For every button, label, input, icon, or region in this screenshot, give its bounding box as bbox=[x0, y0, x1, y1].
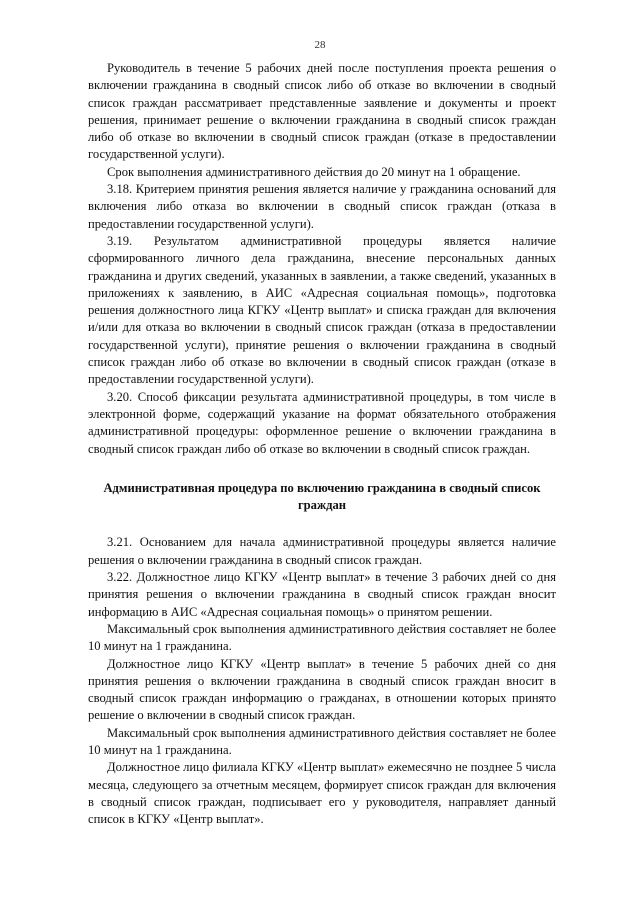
page-number: 28 bbox=[314, 39, 326, 51]
section-heading: Административная процедура по включению гражданина в сводный список граждан bbox=[103, 480, 541, 513]
paragraph: Максимальный срок выполнения административного действия составляет не более 10 минут на 1 гражданина. bbox=[88, 725, 556, 757]
paragraph: 3.18. Критерием принятия решения является наличие у гражданина оснований для включения либо отказа во включении в сводный список граждан (отказа в предоставлении государственной услуги). bbox=[88, 182, 556, 231]
page-content bbox=[88, 60, 556, 828]
paragraph: 3.22. Должностное лицо КГКУ «Центр выплат» в течение 3 рабочих дней со дня принятия решения о включении гражданина в сводный список граждан вносит информацию в АИС «Адресная социальная помощь» о принятом решении. bbox=[88, 570, 556, 619]
paragraph: Срок выполнения административного действия до 20 минут на 1 обращение. bbox=[107, 164, 521, 179]
paragraph: Руководитель в течение 5 рабочих дней после поступления проекта решения о включении гражданина в сводный список либо об отказе во включении в сводный список граждан рассматривает представленные заявление и документы и проект решения, принимает решение о включении гражданина в сводный список граждан либо об отказе во включении в сводный список граждан (отказе в предоставлении государственной услуги). bbox=[88, 61, 556, 162]
paragraph: Должностное лицо филиала КГКУ «Центр выплат» ежемесячно не позднее 5 числа месяца, следующего за отчетным месяцем, формирует список граждан для включения в сводный список граждан, подписывает его у руководителя, направляет данный список в КГКУ «Центр выплат». bbox=[88, 760, 556, 827]
paragraph: Должностное лицо КГКУ «Центр выплат» в течение 5 рабочих дней со дня принятия решения о включении гражданина в сводный список граждан вносит в сводный список граждан информацию о гражданах, в отношении которых принято решение о включении в сводный список граждан. bbox=[88, 656, 556, 723]
paragraph: 3.19. Результатом административной процедуры является наличие сформированного личного дела гражданина, внесение персональных данных гражданина и других сведений, указанных в заявлении, а также сведений, указанных в приложениях к заявлению, в АИС «Адресная социальная помощь», подготовка решения должностного лица КГКУ «Центр выплат» и списка граждан для включения и/или для отказа во включении в сводный список граждан (отказа в предоставлении государственной услуги), принятие решения о включении гражданина в сводный список граждан либо об отказе во включении в сводный список граждан (отказе в предоставлении государственной услуги). bbox=[88, 233, 556, 387]
paragraph: 3.21. Основанием для начала административной процедуры является наличие решения о включении гражданина в сводный список граждан. bbox=[88, 535, 556, 567]
paragraph: Максимальный срок выполнения административного действия составляет не более 10 минут на 1 гражданина. bbox=[88, 621, 556, 654]
paragraph: 3.20. Способ фиксации результата административной процедуры, в том числе в электронной форме, содержащий указание на формат обязательного отображения административной процедуры: оформленное решение о включении гражданина в сводный список граждан либо об отказе во включении в сводный список граждан. bbox=[88, 389, 556, 456]
